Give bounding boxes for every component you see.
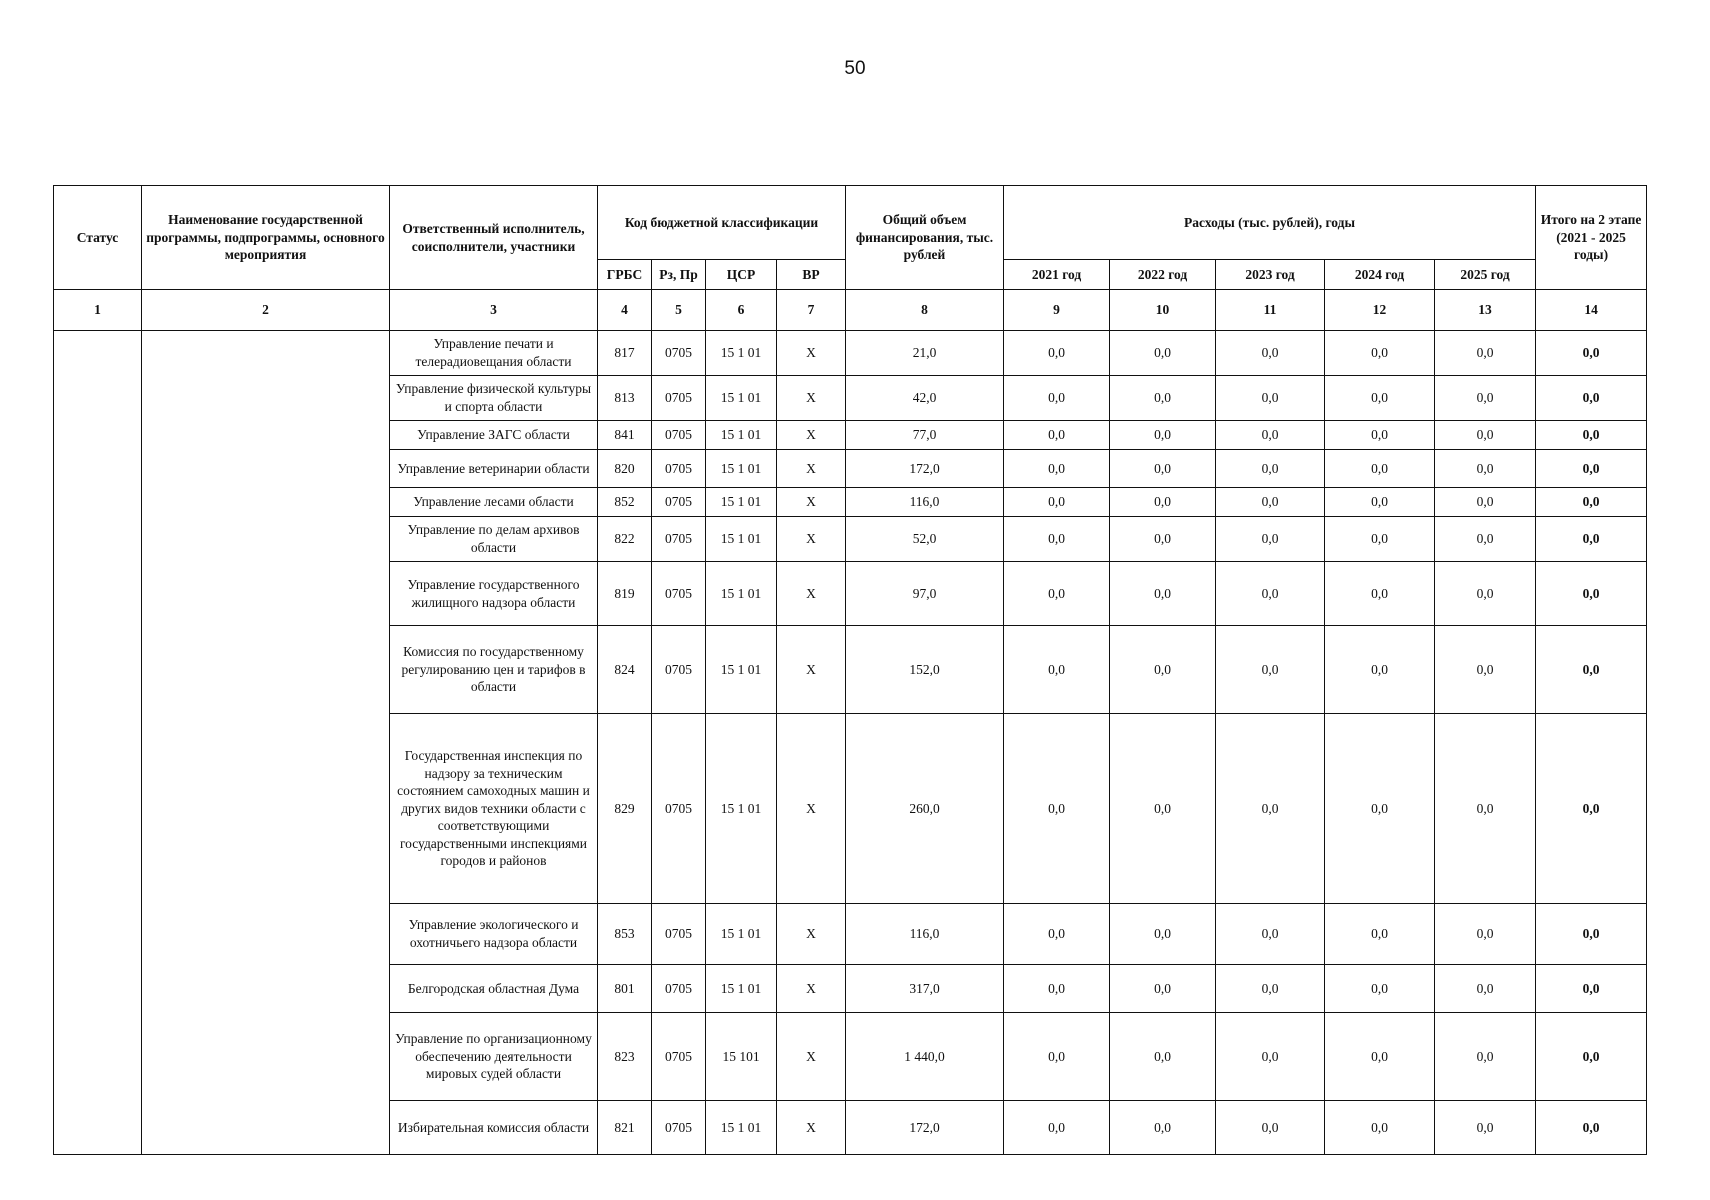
csr-cell: 15 101 bbox=[706, 1013, 777, 1101]
year-2021-cell: 0,0 bbox=[1004, 517, 1110, 562]
executor-name-cell: Управление ЗАГС области bbox=[390, 421, 598, 450]
year-2023-cell: 0,0 bbox=[1216, 965, 1325, 1013]
program-name-cell bbox=[142, 331, 390, 1155]
year-2021-cell: 0,0 bbox=[1004, 331, 1110, 376]
csr-cell: 15 1 01 bbox=[706, 965, 777, 1013]
executor-name-cell: Управление государственного жилищного надзора области bbox=[390, 562, 598, 626]
year-2024-cell: 0,0 bbox=[1325, 1101, 1435, 1155]
vr-cell: Х bbox=[777, 517, 846, 562]
total-financing-cell: 42,0 bbox=[846, 376, 1004, 421]
year-2023-cell: 0,0 bbox=[1216, 562, 1325, 626]
column-number: 6 bbox=[706, 290, 777, 331]
header-status: Статус bbox=[54, 186, 142, 290]
year-2024-cell: 0,0 bbox=[1325, 331, 1435, 376]
csr-cell: 15 1 01 bbox=[706, 488, 777, 517]
header-total-financing: Общий объем финансирования, тыс. рублей bbox=[846, 186, 1004, 290]
year-2021-cell: 0,0 bbox=[1004, 1013, 1110, 1101]
header-program-name: Наименование государственной программы, подпрограммы, основного мероприятия bbox=[142, 186, 390, 290]
stage-total-cell: 0,0 bbox=[1536, 965, 1647, 1013]
year-2024-cell: 0,0 bbox=[1325, 714, 1435, 904]
year-2022-cell: 0,0 bbox=[1110, 904, 1216, 965]
vr-cell: Х bbox=[777, 562, 846, 626]
rz-pr-cell: 0705 bbox=[652, 331, 706, 376]
stage-total-cell: 0,0 bbox=[1536, 904, 1647, 965]
vr-cell: Х bbox=[777, 1013, 846, 1101]
rz-pr-cell: 0705 bbox=[652, 517, 706, 562]
executor-name-cell: Управление лесами области bbox=[390, 488, 598, 517]
table-row bbox=[54, 331, 1647, 376]
year-2022-cell: 0,0 bbox=[1110, 376, 1216, 421]
csr-cell: 15 1 01 bbox=[706, 904, 777, 965]
year-2023-cell: 0,0 bbox=[1216, 517, 1325, 562]
column-number: 14 bbox=[1536, 290, 1647, 331]
year-2025-cell: 0,0 bbox=[1435, 965, 1536, 1013]
vr-cell: Х bbox=[777, 450, 846, 488]
csr-cell: 15 1 01 bbox=[706, 450, 777, 488]
year-2024-cell: 0,0 bbox=[1325, 376, 1435, 421]
year-2022-cell: 0,0 bbox=[1110, 714, 1216, 904]
year-2021-cell: 0,0 bbox=[1004, 562, 1110, 626]
year-2025-cell: 0,0 bbox=[1435, 1101, 1536, 1155]
year-2022-cell: 0,0 bbox=[1110, 562, 1216, 626]
year-2022-cell: 0,0 bbox=[1110, 331, 1216, 376]
rz-pr-cell: 0705 bbox=[652, 450, 706, 488]
executor-name-cell: Государственная инспекция по надзору за техническим состоянием самоходных машин и других видов техники области с соответствующими государственными инспекциями городов и районов bbox=[390, 714, 598, 904]
budget-table bbox=[53, 185, 1647, 1155]
year-2022-cell: 0,0 bbox=[1110, 626, 1216, 714]
year-2025-cell: 0,0 bbox=[1435, 1013, 1536, 1101]
year-2021-cell: 0,0 bbox=[1004, 421, 1110, 450]
column-number: 11 bbox=[1216, 290, 1325, 331]
stage-total-cell: 0,0 bbox=[1536, 1101, 1647, 1155]
header-vr: ВР bbox=[777, 260, 846, 290]
column-number: 10 bbox=[1110, 290, 1216, 331]
year-2025-cell: 0,0 bbox=[1435, 450, 1536, 488]
year-2021-cell: 0,0 bbox=[1004, 488, 1110, 517]
column-number: 1 bbox=[54, 290, 142, 331]
vr-cell: Х bbox=[777, 376, 846, 421]
header-year-2021: 2021 год bbox=[1004, 260, 1110, 290]
csr-cell: 15 1 01 bbox=[706, 376, 777, 421]
rz-pr-cell: 0705 bbox=[652, 714, 706, 904]
executor-name-cell: Управление ветеринарии области bbox=[390, 450, 598, 488]
rz-pr-cell: 0705 bbox=[652, 965, 706, 1013]
column-number: 9 bbox=[1004, 290, 1110, 331]
stage-total-cell: 0,0 bbox=[1536, 1013, 1647, 1101]
grbs-cell: 841 bbox=[598, 421, 652, 450]
grbs-cell: 853 bbox=[598, 904, 652, 965]
vr-cell: Х bbox=[777, 714, 846, 904]
rz-pr-cell: 0705 bbox=[652, 562, 706, 626]
grbs-cell: 822 bbox=[598, 517, 652, 562]
year-2025-cell: 0,0 bbox=[1435, 626, 1536, 714]
header-budget-code: Код бюджетной классификации bbox=[598, 186, 846, 260]
header-year-2025: 2025 год bbox=[1435, 260, 1536, 290]
rz-pr-cell: 0705 bbox=[652, 376, 706, 421]
year-2025-cell: 0,0 bbox=[1435, 376, 1536, 421]
year-2023-cell: 0,0 bbox=[1216, 904, 1325, 965]
csr-cell: 15 1 01 bbox=[706, 562, 777, 626]
executor-name-cell: Комиссия по государственному регулированию цен и тарифов в области bbox=[390, 626, 598, 714]
year-2023-cell: 0,0 bbox=[1216, 331, 1325, 376]
vr-cell: Х bbox=[777, 488, 846, 517]
stage-total-cell: 0,0 bbox=[1536, 421, 1647, 450]
year-2022-cell: 0,0 bbox=[1110, 1101, 1216, 1155]
year-2024-cell: 0,0 bbox=[1325, 1013, 1435, 1101]
year-2022-cell: 0,0 bbox=[1110, 421, 1216, 450]
year-2025-cell: 0,0 bbox=[1435, 517, 1536, 562]
stage-total-cell: 0,0 bbox=[1536, 517, 1647, 562]
vr-cell: Х bbox=[777, 904, 846, 965]
year-2024-cell: 0,0 bbox=[1325, 517, 1435, 562]
year-2023-cell: 0,0 bbox=[1216, 488, 1325, 517]
executor-name-cell: Управление по организационному обеспечению деятельности мировых судей области bbox=[390, 1013, 598, 1101]
grbs-cell: 821 bbox=[598, 1101, 652, 1155]
vr-cell: Х bbox=[777, 626, 846, 714]
total-financing-cell: 97,0 bbox=[846, 562, 1004, 626]
header-executor: Ответственный исполнитель, соисполнители, участники bbox=[390, 186, 598, 290]
year-2024-cell: 0,0 bbox=[1325, 965, 1435, 1013]
executor-name-cell: Белгородская областная Дума bbox=[390, 965, 598, 1013]
grbs-cell: 813 bbox=[598, 376, 652, 421]
total-financing-cell: 1 440,0 bbox=[846, 1013, 1004, 1101]
vr-cell: Х bbox=[777, 965, 846, 1013]
year-2021-cell: 0,0 bbox=[1004, 376, 1110, 421]
vr-cell: Х bbox=[777, 331, 846, 376]
grbs-cell: 823 bbox=[598, 1013, 652, 1101]
year-2022-cell: 0,0 bbox=[1110, 517, 1216, 562]
year-2024-cell: 0,0 bbox=[1325, 450, 1435, 488]
csr-cell: 15 1 01 bbox=[706, 421, 777, 450]
grbs-cell: 817 bbox=[598, 331, 652, 376]
csr-cell: 15 1 01 bbox=[706, 714, 777, 904]
total-financing-cell: 77,0 bbox=[846, 421, 1004, 450]
stage-total-cell: 0,0 bbox=[1536, 331, 1647, 376]
vr-cell: Х bbox=[777, 1101, 846, 1155]
total-financing-cell: 152,0 bbox=[846, 626, 1004, 714]
grbs-cell: 824 bbox=[598, 626, 652, 714]
header-grbs: ГРБС bbox=[598, 260, 652, 290]
grbs-cell: 801 bbox=[598, 965, 652, 1013]
executor-name-cell: Управление экологического и охотничьего надзора области bbox=[390, 904, 598, 965]
year-2024-cell: 0,0 bbox=[1325, 562, 1435, 626]
year-2024-cell: 0,0 bbox=[1325, 626, 1435, 714]
total-financing-cell: 21,0 bbox=[846, 331, 1004, 376]
column-number: 13 bbox=[1435, 290, 1536, 331]
year-2023-cell: 0,0 bbox=[1216, 450, 1325, 488]
total-financing-cell: 52,0 bbox=[846, 517, 1004, 562]
year-2023-cell: 0,0 bbox=[1216, 1101, 1325, 1155]
column-number: 5 bbox=[652, 290, 706, 331]
year-2024-cell: 0,0 bbox=[1325, 488, 1435, 517]
csr-cell: 15 1 01 bbox=[706, 626, 777, 714]
rz-pr-cell: 0705 bbox=[652, 1013, 706, 1101]
header-year-2024: 2024 год bbox=[1325, 260, 1435, 290]
vr-cell: Х bbox=[777, 421, 846, 450]
header-expenses: Расходы (тыс. рублей), годы bbox=[1004, 186, 1536, 260]
rz-pr-cell: 0705 bbox=[652, 488, 706, 517]
year-2021-cell: 0,0 bbox=[1004, 626, 1110, 714]
year-2025-cell: 0,0 bbox=[1435, 714, 1536, 904]
year-2023-cell: 0,0 bbox=[1216, 714, 1325, 904]
page-number: 50 bbox=[844, 58, 866, 79]
column-number: 2 bbox=[142, 290, 390, 331]
column-number: 8 bbox=[846, 290, 1004, 331]
year-2022-cell: 0,0 bbox=[1110, 450, 1216, 488]
year-2024-cell: 0,0 bbox=[1325, 904, 1435, 965]
year-2025-cell: 0,0 bbox=[1435, 331, 1536, 376]
year-2021-cell: 0,0 bbox=[1004, 1101, 1110, 1155]
year-2021-cell: 0,0 bbox=[1004, 904, 1110, 965]
year-2023-cell: 0,0 bbox=[1216, 376, 1325, 421]
executor-name-cell: Управление по делам архивов области bbox=[390, 517, 598, 562]
header-csr: ЦСР bbox=[706, 260, 777, 290]
rz-pr-cell: 0705 bbox=[652, 1101, 706, 1155]
column-number-row bbox=[54, 290, 1647, 331]
grbs-cell: 819 bbox=[598, 562, 652, 626]
stage-total-cell: 0,0 bbox=[1536, 488, 1647, 517]
total-financing-cell: 116,0 bbox=[846, 488, 1004, 517]
year-2022-cell: 0,0 bbox=[1110, 488, 1216, 517]
header-year-2022: 2022 год bbox=[1110, 260, 1216, 290]
status-cell bbox=[54, 331, 142, 1155]
column-number: 12 bbox=[1325, 290, 1435, 331]
header-year-2023: 2023 год bbox=[1216, 260, 1325, 290]
grbs-cell: 852 bbox=[598, 488, 652, 517]
stage-total-cell: 0,0 bbox=[1536, 714, 1647, 904]
total-financing-cell: 116,0 bbox=[846, 904, 1004, 965]
rz-pr-cell: 0705 bbox=[652, 904, 706, 965]
year-2025-cell: 0,0 bbox=[1435, 488, 1536, 517]
rz-pr-cell: 0705 bbox=[652, 626, 706, 714]
year-2025-cell: 0,0 bbox=[1435, 904, 1536, 965]
rz-pr-cell: 0705 bbox=[652, 421, 706, 450]
csr-cell: 15 1 01 bbox=[706, 517, 777, 562]
year-2023-cell: 0,0 bbox=[1216, 1013, 1325, 1101]
executor-name-cell: Управление физической культуры и спорта области bbox=[390, 376, 598, 421]
total-financing-cell: 260,0 bbox=[846, 714, 1004, 904]
total-financing-cell: 317,0 bbox=[846, 965, 1004, 1013]
grbs-cell: 829 bbox=[598, 714, 652, 904]
total-financing-cell: 172,0 bbox=[846, 450, 1004, 488]
header-stage-total: Итого на 2 этапе (2021 - 2025 годы) bbox=[1536, 186, 1647, 290]
year-2021-cell: 0,0 bbox=[1004, 450, 1110, 488]
year-2022-cell: 0,0 bbox=[1110, 1013, 1216, 1101]
stage-total-cell: 0,0 bbox=[1536, 562, 1647, 626]
stage-total-cell: 0,0 bbox=[1536, 626, 1647, 714]
column-number: 7 bbox=[777, 290, 846, 331]
header-rz-pr: Рз, Пр bbox=[652, 260, 706, 290]
year-2022-cell: 0,0 bbox=[1110, 965, 1216, 1013]
year-2023-cell: 0,0 bbox=[1216, 626, 1325, 714]
year-2025-cell: 0,0 bbox=[1435, 421, 1536, 450]
grbs-cell: 820 bbox=[598, 450, 652, 488]
year-2023-cell: 0,0 bbox=[1216, 421, 1325, 450]
stage-total-cell: 0,0 bbox=[1536, 376, 1647, 421]
year-2021-cell: 0,0 bbox=[1004, 714, 1110, 904]
column-number: 3 bbox=[390, 290, 598, 331]
column-number: 4 bbox=[598, 290, 652, 331]
year-2021-cell: 0,0 bbox=[1004, 965, 1110, 1013]
csr-cell: 15 1 01 bbox=[706, 1101, 777, 1155]
total-financing-cell: 172,0 bbox=[846, 1101, 1004, 1155]
year-2025-cell: 0,0 bbox=[1435, 562, 1536, 626]
year-2024-cell: 0,0 bbox=[1325, 421, 1435, 450]
executor-name-cell: Избирательная комиссия области bbox=[390, 1101, 598, 1155]
stage-total-cell: 0,0 bbox=[1536, 450, 1647, 488]
executor-name-cell: Управление печати и телерадиовещания области bbox=[390, 331, 598, 376]
csr-cell: 15 1 01 bbox=[706, 331, 777, 376]
